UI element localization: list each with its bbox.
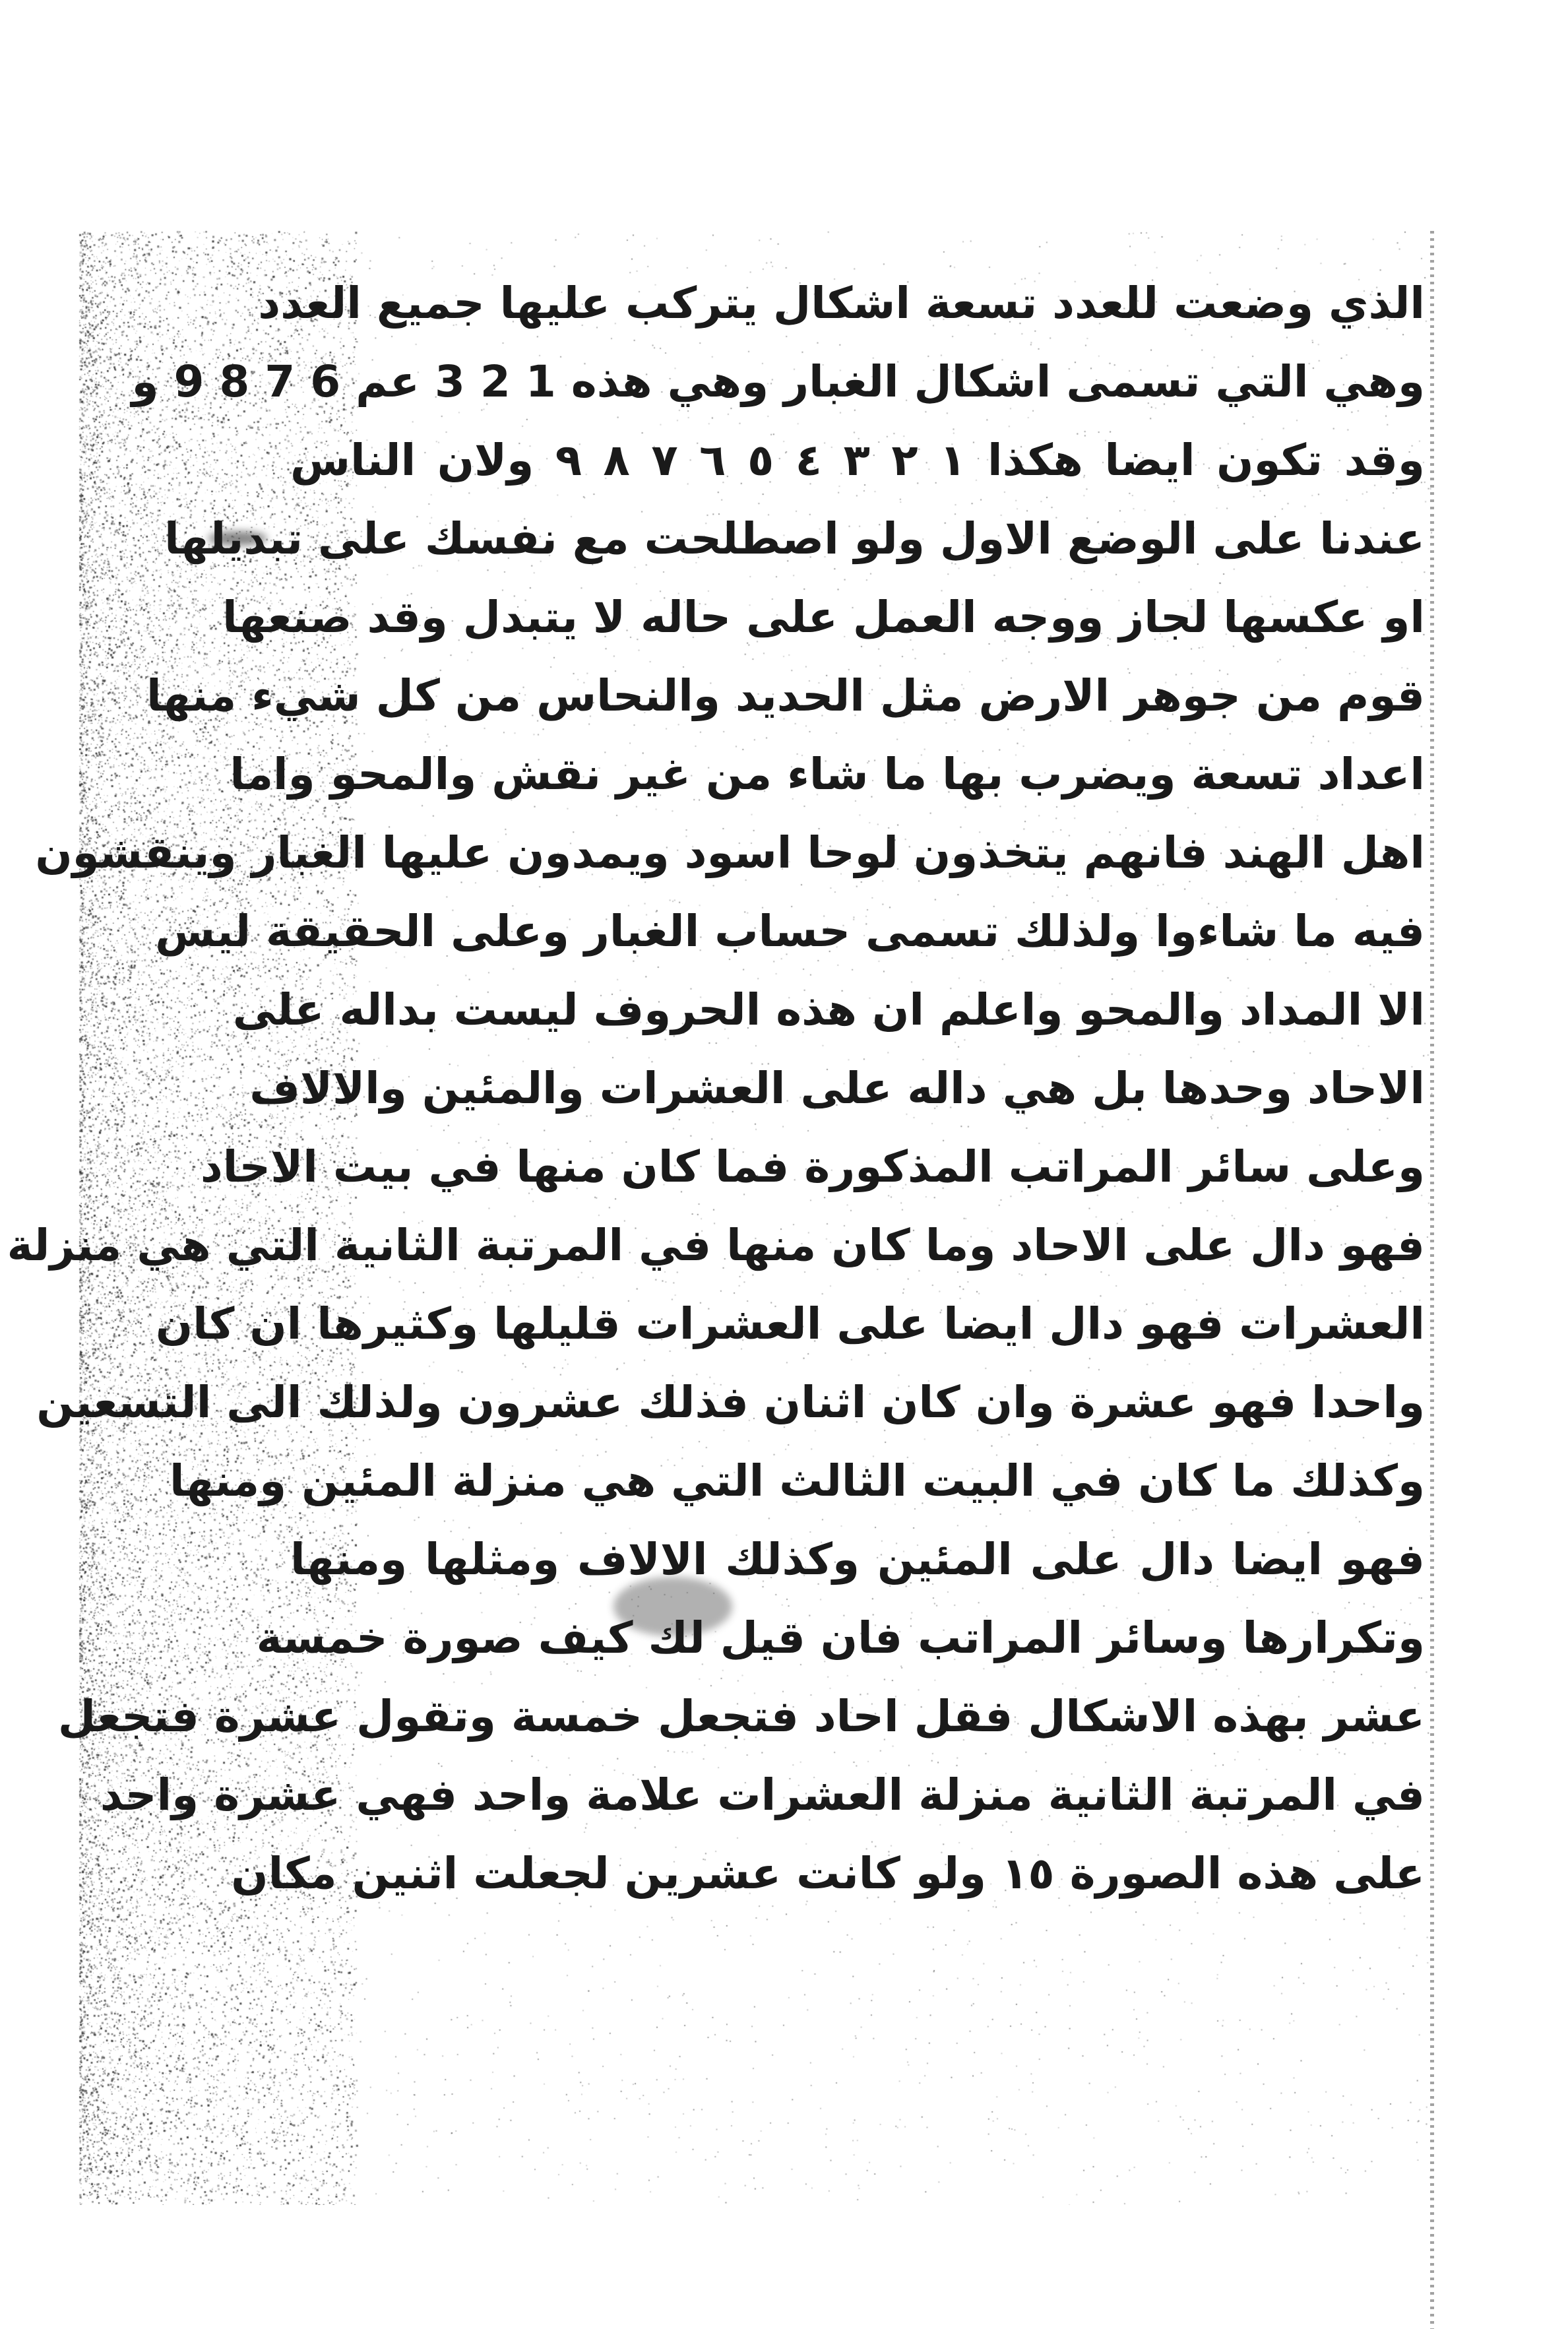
manuscript-line: فيه ما شاءوا ولذلك تسمى حساب الغبار وعلى الحقيقة ليس <box>155 906 1425 957</box>
manuscript-line: فهو دال على الاحاد وما كان منها في المرتبة الثانية التي هي منزلة <box>7 1220 1425 1271</box>
manuscript-line: الذي وضعت للعدد تسعة اشكال يتركب عليها جميع العدد <box>258 278 1425 329</box>
manuscript-text <box>7 264 1425 1913</box>
manuscript-line: اعداد تسعة ويضرب بها ما شاء من غير نقش والمحو واما <box>230 749 1425 800</box>
manuscript-line: قوم من جوهر الارض مثل الحديد والنحاس من كل شيء منها <box>146 670 1425 721</box>
manuscript-line: العشرات فهو دال ايضا على العشرات قليلها وكثيرها ان كان <box>155 1298 1425 1349</box>
manuscript-line: عندنا على الوضع الاول ولو اصطلحت مع نفسك على تبديلها <box>164 513 1425 564</box>
manuscript-line: وهي التي تسمى اشكال الغبار وهي هذه 1 2 3 عم 6 7 8 9 و <box>131 356 1425 407</box>
manuscript-line: وقد تكون ايضا هكذا ١ ٢ ٣ ٤ ٥ ٦ ٧ ٨ ٩ ولان الناس <box>290 435 1425 486</box>
manuscript-line: فهو ايضا دال على المئين وكذلك الالاف ومثلها ومنها <box>290 1534 1425 1585</box>
manuscript-line: واحدا فهو عشرة وان كان اثنان فذلك عشرون ولذلك الى التسعين <box>36 1377 1425 1428</box>
manuscript-line: الاحاد وحدها بل هي داله على العشرات والمئين والالاف <box>249 1063 1425 1114</box>
manuscript-line: او عكسها لجاز ووجه العمل على حاله لا يتبدل وقد صنعها <box>222 592 1425 643</box>
manuscript-line: في المرتبة الثانية منزلة العشرات علامة واحد فهي عشرة واحد <box>100 1770 1425 1820</box>
manuscript-line: وعلى سائر المراتب المذكورة فما كان منها في بيت الاحاد <box>200 1141 1425 1192</box>
manuscript-line: عشر بهذه الاشكال فقل احاد فتجعل خمسة وتقول عشرة فتجعل <box>57 1691 1425 1742</box>
page-edge-line <box>1430 231 1434 2329</box>
manuscript-line: اهل الهند فانهم يتخذون لوحا اسود ويمدون عليها الغبار وينقشون <box>35 827 1425 878</box>
manuscript-line: على هذه الصورة ١٥ ولو كانت عشرين لجعلت اثنين مكان <box>231 1848 1425 1899</box>
manuscript-line: وكذلك ما كان في البيت الثالث التي هي منزلة المئين ومنها <box>169 1455 1425 1506</box>
manuscript-line: الا المداد والمحو واعلم ان هذه الحروف ليست بداله على <box>232 984 1425 1035</box>
manuscript-line: وتكرارها وسائر المراتب فان قيل لك كيف صورة خمسة <box>256 1612 1425 1663</box>
